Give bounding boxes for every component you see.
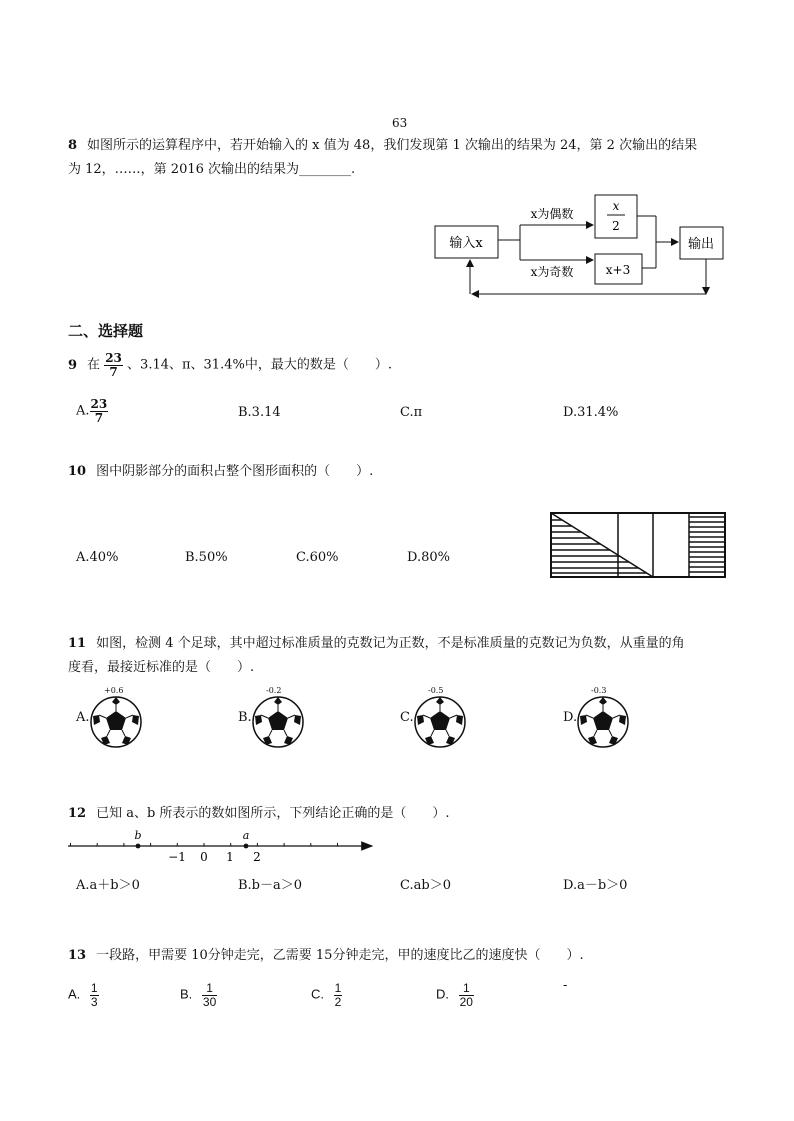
q13-option-d[interactable]: D. $\frac{1}{20}$ <box>436 981 473 1009</box>
odd-condition-label: x为奇数 <box>530 265 574 279</box>
question-number: 12 <box>68 806 87 821</box>
q10-option-a[interactable]: A.40% <box>76 550 119 565</box>
question-8-line2: 为 12，……，第 2016 次输出的结果为________. <box>68 162 356 177</box>
question-11: 11 如图，检测 4 个足球，其中超过标准质量的克数记为正数，不是标准质量的克数记为负数，从重量的角 度看，最接近标准的是（ ）. <box>68 636 685 675</box>
soccer-ball-icon <box>88 694 144 750</box>
input-label: 输入x <box>449 236 483 251</box>
label-a: a <box>242 829 250 842</box>
fraction-23-7: $\frac{23}{7}$ <box>105 351 122 379</box>
question-number: 8 <box>68 138 78 153</box>
q13-option-c[interactable]: C. $\frac{1}{2}$ <box>311 981 342 1009</box>
q9-option-a[interactable]: A. $\frac{23}{7}$ <box>76 397 108 425</box>
q9-option-d[interactable]: D.31.4% <box>563 405 619 420</box>
option-label: A. <box>76 710 90 725</box>
question-8 <box>68 134 748 182</box>
question-number: 11 <box>68 636 87 651</box>
q13-option-a[interactable]: A. $\frac{1}{3}$ <box>68 981 98 1009</box>
half-denominator: 2 <box>612 219 620 233</box>
point-b <box>136 844 141 849</box>
option-label: B. <box>238 710 252 725</box>
option-label: D. <box>563 710 578 725</box>
page-number: 63 <box>392 116 408 130</box>
q9-option-b[interactable]: B.3.14 <box>238 405 281 420</box>
section-title: 二、选择题 <box>68 322 144 340</box>
q12-option-d[interactable]: D.a－b＞0 <box>563 878 628 893</box>
question-9: 9 在 $\frac{23}{7}$ 、3.14、π、31.4%中，最大的数是（ ）. <box>68 351 392 379</box>
option-label: C. <box>400 710 414 725</box>
soccer-ball-icon <box>575 694 631 750</box>
stray-mark: - <box>563 978 568 993</box>
output-label: 输出 <box>687 237 715 252</box>
question-8-line1: 8 如图所示的运算程序中，若开始输入的 x 值为 48，我们发现第 1 次输出的结果为 24，第 2 次输出的结果 <box>68 138 698 153</box>
weight-deviation-label: -0.2 <box>266 686 282 695</box>
q9-option-c[interactable]: C.π <box>400 405 423 420</box>
q10-option-c[interactable]: C.60% <box>296 550 339 565</box>
weight-deviation-label: -0.3 <box>591 686 607 695</box>
tick-label-0: 0 <box>200 850 208 864</box>
question-10: 10 图中阴影部分的面积占整个图形面积的（ ）. <box>68 464 374 479</box>
q10-option-b[interactable]: B.50% <box>185 550 228 565</box>
question-number: 13 <box>68 948 87 963</box>
soccer-ball-icon <box>412 694 468 750</box>
soccer-ball-icon <box>250 694 306 750</box>
shaded-rectangle-figure <box>550 512 726 578</box>
number-line <box>66 828 378 864</box>
q10-option-d[interactable]: D.80% <box>407 550 450 565</box>
q12-option-c[interactable]: C.ab＞0 <box>400 878 451 893</box>
q12-option-a[interactable]: A.a＋b＞0 <box>76 878 140 893</box>
question-12: 12 已知 a、b 所表示的数如图所示，下列结论正确的是（ ）. <box>68 806 450 821</box>
half-numerator: x <box>612 199 620 213</box>
flowchart-diagram <box>430 190 730 302</box>
q13-option-b[interactable]: B. $\frac{1}{30}$ <box>180 981 217 1009</box>
question-number: 10 <box>68 464 87 479</box>
question-13: 13 一段路，甲需要 10分钟走完，乙需要 15分钟走完，甲的速度比乙的速度快（ ）. <box>68 948 584 963</box>
point-a <box>244 844 249 849</box>
label-b: b <box>134 829 142 842</box>
weight-deviation-label: -0.5 <box>428 686 444 695</box>
q12-option-b[interactable]: B.b－a＞0 <box>238 878 303 893</box>
even-condition-label: x为偶数 <box>530 207 574 221</box>
weight-deviation-label: +0.6 <box>104 686 124 695</box>
tick-label-1: 1 <box>226 850 234 864</box>
question-number: 9 <box>68 357 78 373</box>
tick-label-2: 2 <box>253 850 261 864</box>
plus3-label: x+3 <box>605 263 631 277</box>
tick-label-minus1: −1 <box>168 850 186 864</box>
